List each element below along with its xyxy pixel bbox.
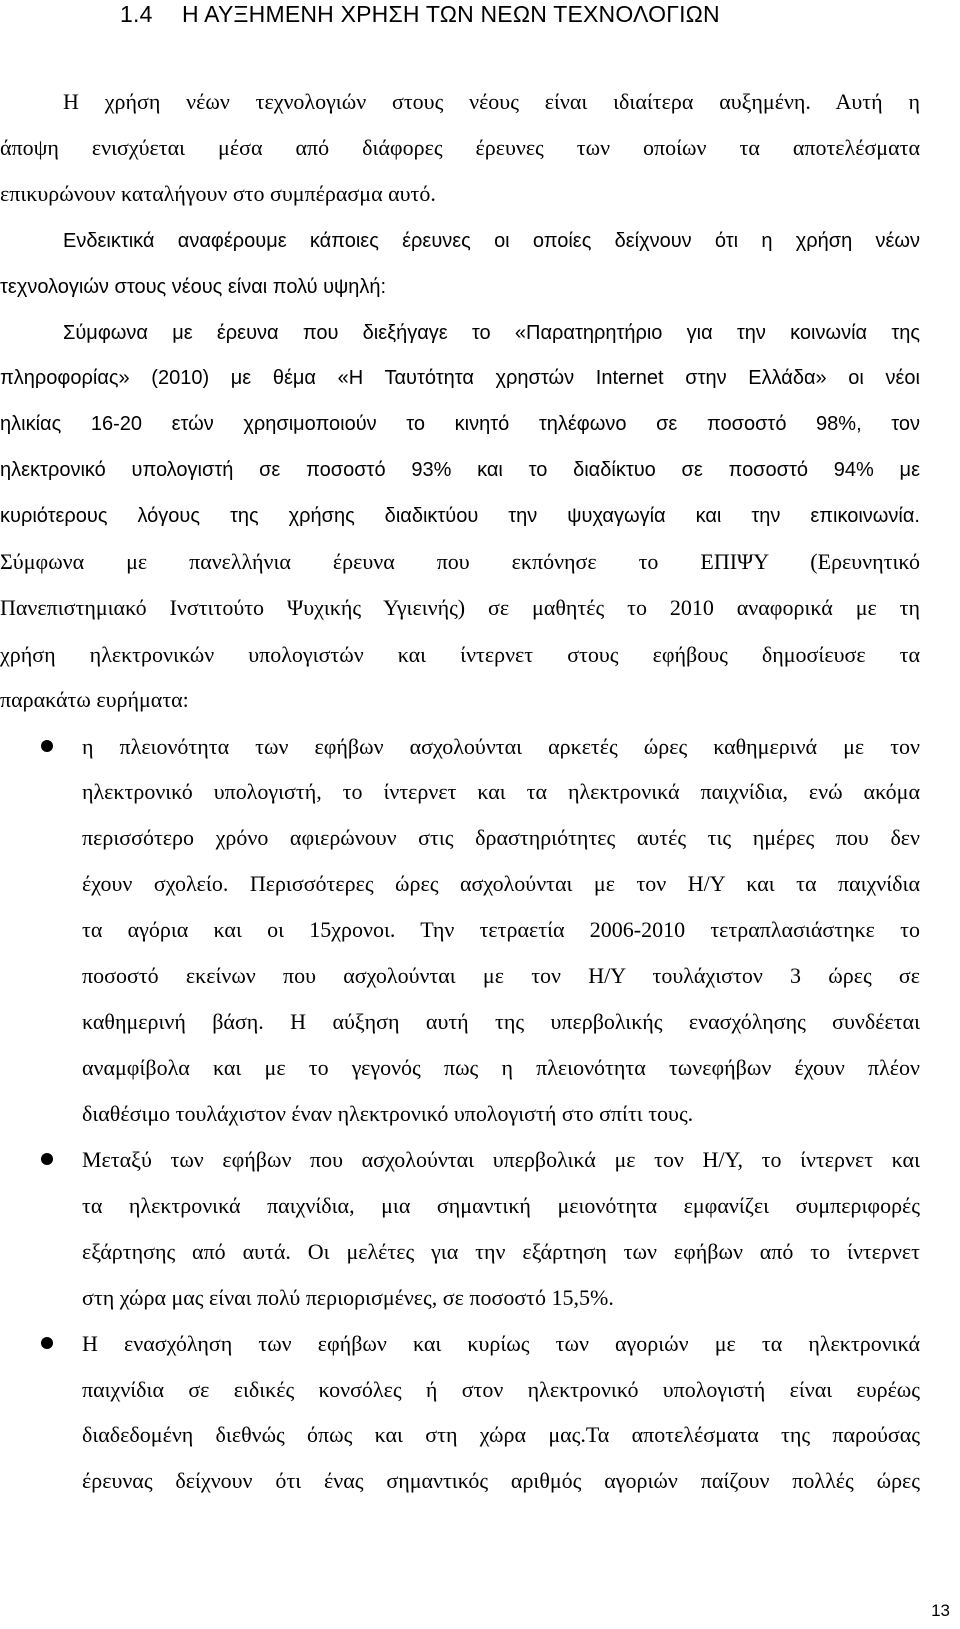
bullet-3-line-2: παιχνίδια σε ειδικές κονσόλες ή στον ηλεκτρονικό υπολογιστή είναι ευρέως [82, 1377, 920, 1402]
paragraph-4-line-3: χρήση ηλεκτρονικών υπολογιστών και ίντερνετ στους εφήβους δημοσίευσε τα [0, 642, 920, 667]
bullet-2-line-2: τα ηλεκτρονικά παιχνίδια, μια σημαντική μειονότητα εμφανίζει συμπεριφορές [82, 1193, 920, 1218]
bullet-1-line-7: καθημερινή βάση. Η αύξηση αυτή της υπερβολικής ενασχόλησης συνδέεται [82, 1009, 920, 1034]
paragraph-3-line-3: ηλικίας 16-20 ετών χρησιμοποιούν το κινητό τηλέφωνο σε ποσοστό 98%, τον [0, 413, 920, 435]
section-heading [120, 0, 720, 29]
bullet-1-line-6: ποσοστό εκείνων που ασχολούνται με τον Η/Υ τουλάχιστον 3 ώρες σε [82, 963, 920, 988]
bullet-1-line-9: διαθέσιμο τουλάχιστον έναν ηλεκτρονικό υπολογιστή στο σπίτι τους. [82, 1101, 694, 1126]
paragraph-1-line-3: επικυρώνουν καταλήγουν στο συμπέρασμα αυτό. [0, 181, 436, 206]
paragraph-3-line-4: ηλεκτρονικό υπολογιστή σε ποσοστό 93% και το διαδίκτυο σε ποσοστό 94% με [0, 459, 920, 481]
bullet-1-line-2: ηλεκτρονικό υπολογιστή, το ίντερνετ και τα ηλεκτρονικά παιχνίδια, ενώ ακόμα [82, 779, 920, 804]
bullet-1-line-3: περισσότερο χρόνο αφιερώνουν στις δραστηριότητες αυτές τις ημέρες που δεν [82, 825, 920, 850]
bullet-1-line-5: τα αγόρια και οι 15χρονοι. Την τετραετία 2006-2010 τετραπλασιάστηκε το [82, 917, 920, 942]
paragraph-3-line-1: Σύμφωνα με έρευνα που διεξήγαγε το «Παρατηρητήριο για την κοινωνία της [63, 322, 920, 344]
bullet-2-line-1: Μεταξύ των εφήβων που ασχολούνται υπερβολικά με τον Η/Υ, το ίντερνετ και [82, 1147, 920, 1172]
bullet-2-line-3: εξάρτησης από αυτά. Οι μελέτες για την εξάρτηση των εφήβων από το ίντερνετ [82, 1239, 920, 1264]
bullet-3-line-4: έρευνας δείχνουν ότι ένας σημαντικός αριθμός αγοριών παίζουν πολλές ώρες [82, 1468, 920, 1493]
section-title: Η ΑΥΞΗΜΕΝΗ ΧΡΗΣΗ ΤΩΝ ΝΕΩΝ ΤΕΧΝΟΛΟΓΙΩΝ [182, 1, 720, 27]
bullet-1-line-1: η πλειονότητα των εφήβων ασχολούνται αρκετές ώρες καθημερινά με τον [82, 734, 920, 759]
bullet-1-line-4: έχουν σχολείο. Περισσότερες ώρες ασχολούνται με τον Η/Υ και τα παιχνίδια [82, 871, 920, 896]
paragraph-4-line-2: Πανεπιστημιακό Ινστιτούτο Ψυχικής Υγιεινής) σε μαθητές το 2010 αναφορικά με τη [0, 595, 920, 620]
bullet-1-line-8: αναμφίβολα και με το γεγονός πως η πλειονότητα τωνεφήβων έχουν πλέον [82, 1055, 920, 1080]
paragraph-3-line-5: κυριότερους λόγους της χρήσης διαδικτύου την ψυχαγωγία και την επικοινωνία. [0, 505, 920, 527]
paragraph-4-line-1: Σύμφωνα με πανελλήνια έρευνα που εκπόνησε το ΕΠΙΨΥ (Ερευνητικό [0, 549, 920, 574]
paragraph-1-line-2: άποψη ενισχύεται μέσα από διάφορες έρευνες των οποίων τα αποτελέσματα [0, 135, 920, 160]
section-number: 1.4 [120, 1, 153, 27]
page-number: 13 [931, 1601, 950, 1620]
bullet-dot [41, 1153, 53, 1165]
bullet-3-line-3: διαδεδομένη διεθνώς όπως και στη χώρα μας.Τα αποτελέσματα της παρούσας [82, 1422, 920, 1447]
bullet-dot [41, 740, 53, 752]
paragraph-1-line-1: Η χρήση νέων τεχνολογιών στους νέους είναι ιδιαίτερα αυξημένη. Αυτή η [63, 89, 920, 114]
paragraph-2-line-1: Ενδεικτικά αναφέρουμε κάποιες έρευνες οι οποίες δείχνουν ότι η χρήση νέων [63, 230, 920, 252]
bullet-2-line-4: στη χώρα μας είναι πολύ περιορισμένες, σε ποσοστό 15,5%. [82, 1285, 614, 1310]
paragraph-2-line-2: τεχνολογιών στους νέους είναι πολύ υψηλή: [0, 276, 387, 298]
bullet-dot [41, 1337, 53, 1349]
paragraph-4-line-4: παρακάτω ευρήματα: [0, 687, 189, 712]
paragraph-3-line-2: πληροφορίας» (2010) με θέμα «Η Ταυτότητα χρηστών Internet στην Ελλάδα» οι νέοι [0, 367, 920, 389]
bullet-3-line-1: Η ενασχόληση των εφήβων και κυρίως των αγοριών με τα ηλεκτρονικά [82, 1331, 920, 1356]
